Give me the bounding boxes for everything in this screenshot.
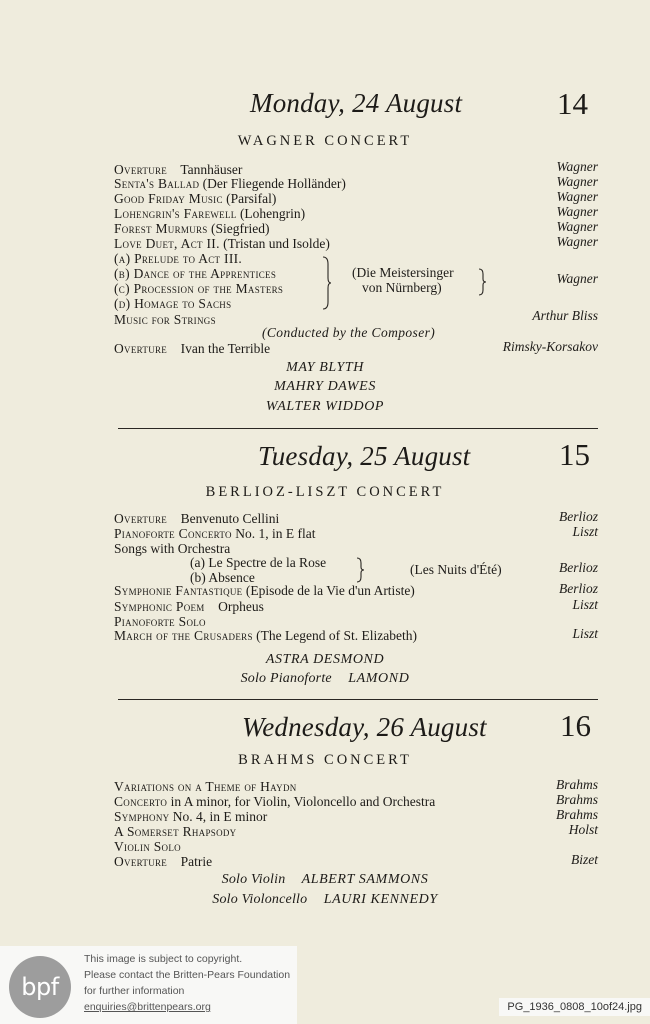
programme-item: Good Friday Music (Parsifal): [114, 191, 277, 206]
programme-item: Symphonie Fantastique (Episode de la Vie d'un Artiste): [114, 583, 415, 598]
composer: Berlioz: [559, 560, 598, 575]
date-heading: Wednesday, 26 August: [242, 712, 487, 742]
programme-item: Love Duet, Act II. (Tristan und Isolde): [114, 236, 330, 251]
copyright-line: Please contact the Britten-Pears Foundation: [84, 969, 291, 981]
programme-item: (b) Absence: [190, 570, 255, 585]
programme-item: Variations on a Theme of Haydn: [114, 779, 297, 794]
programme-item: (b) Dance of the Apprentices: [114, 266, 277, 281]
conductor-note: (Conducted by the Composer): [262, 325, 436, 340]
copyright-line: for further information: [84, 985, 185, 997]
composer: Bizet: [571, 852, 598, 867]
concert-title: BERLIOZ-LISZT CONCERT: [205, 484, 445, 500]
group-brace: [322, 256, 332, 310]
programme-item: Music for Strings: [114, 312, 216, 327]
concert-number: 16: [560, 708, 591, 743]
date-heading: Monday, 24 August: [250, 88, 463, 118]
composer: Brahms: [555, 807, 598, 822]
solo-performer: Solo Pianoforte LAMOND: [240, 671, 410, 686]
copyright-line: This image is subject to copyright.: [84, 953, 243, 965]
programme-item: (a) Prelude to Act III.: [114, 251, 243, 266]
contact-email-link[interactable]: enquiries@brittenpears.org: [84, 1001, 211, 1013]
group-work-title: von Nürnberg): [362, 280, 442, 295]
concert-number: 14: [557, 86, 588, 121]
foundation-logo: bpf: [9, 956, 71, 1018]
programme-item: Lohengrin's Farewell (Lohengrin): [114, 206, 306, 221]
programme-item: Concerto in A minor, for Violin, Violoncello and Orchestra: [114, 794, 436, 809]
composer: Liszt: [572, 597, 598, 612]
programme-item: Overture Patrie: [114, 854, 213, 869]
programme-item: A Somerset Rhapsody: [114, 824, 237, 839]
programme-item: Overture Ivan the Terrible: [114, 341, 271, 356]
composer: Wagner: [556, 234, 598, 249]
performer: MAHRY DAWES: [274, 379, 376, 394]
section-divider: [118, 699, 598, 700]
concert-number: 15: [559, 437, 590, 472]
performer: ASTRA DESMOND: [265, 652, 385, 667]
programme-item: (d) Homage to Sachs: [114, 296, 232, 311]
programme-item: Senta's Ballad (Der Fliegende Holländer): [114, 176, 346, 191]
composer: Wagner: [556, 189, 598, 204]
image-file-id: PG_1936_0808_10of24.jpg: [499, 998, 650, 1016]
programme-item: (a) Le Spectre de la Rose: [190, 555, 327, 570]
group-work-title: (Die Meistersinger: [352, 265, 454, 280]
concert-title: BRAHMS CONCERT: [238, 752, 412, 768]
composer: Brahms: [555, 792, 598, 807]
programme-item: Symphonic Poem Orpheus: [114, 599, 264, 614]
composer: Wagner: [556, 174, 598, 189]
programme-item: Forest Murmurs (Siegfried): [114, 221, 270, 236]
composer: Wagner: [556, 159, 598, 174]
solo-performer: Solo Violin ALBERT SAMMONS: [221, 872, 429, 887]
programme-item: Pianoforte Concerto No. 1, in E flat: [114, 526, 316, 541]
composer: Wagner: [556, 204, 598, 219]
date-heading: Tuesday, 25 August: [258, 441, 471, 471]
programme-item: Songs with Orchestra: [114, 541, 231, 556]
programme-item: Overture Tannhäuser: [114, 162, 243, 177]
composer: Brahms: [555, 777, 598, 792]
composer: Liszt: [572, 524, 598, 539]
group-brace: [356, 557, 366, 583]
programme-item: March of the Crusaders (The Legend of St. Elizabeth): [114, 628, 417, 643]
composer: Wagner: [556, 219, 598, 234]
programme-item: Symphony No. 4, in E minor: [114, 809, 268, 824]
composer: Berlioz: [559, 509, 598, 524]
programme-item: Overture Benvenuto Cellini: [114, 511, 280, 526]
composer: Berlioz: [559, 581, 598, 596]
composer: Holst: [568, 822, 598, 837]
composer: Liszt: [572, 626, 598, 641]
programme-item: (c) Procession of the Masters: [114, 281, 284, 296]
performer: WALTER WIDDOP: [265, 399, 385, 414]
programme-item: Pianoforte Solo: [114, 614, 206, 629]
composer: Arthur Bliss: [532, 308, 598, 323]
composer: Wagner: [556, 271, 598, 286]
programme-item: Violin Solo: [114, 839, 181, 854]
group-brace: [478, 268, 488, 296]
composer: Rimsky-Korsakov: [502, 339, 598, 354]
group-work-title: (Les Nuits d'Été): [410, 562, 502, 577]
section-divider: [118, 428, 598, 429]
performer: MAY BLYTH: [286, 360, 364, 375]
solo-performer: Solo Violoncello LAURI KENNEDY: [212, 892, 438, 907]
concert-title: WAGNER CONCERT: [237, 133, 413, 149]
